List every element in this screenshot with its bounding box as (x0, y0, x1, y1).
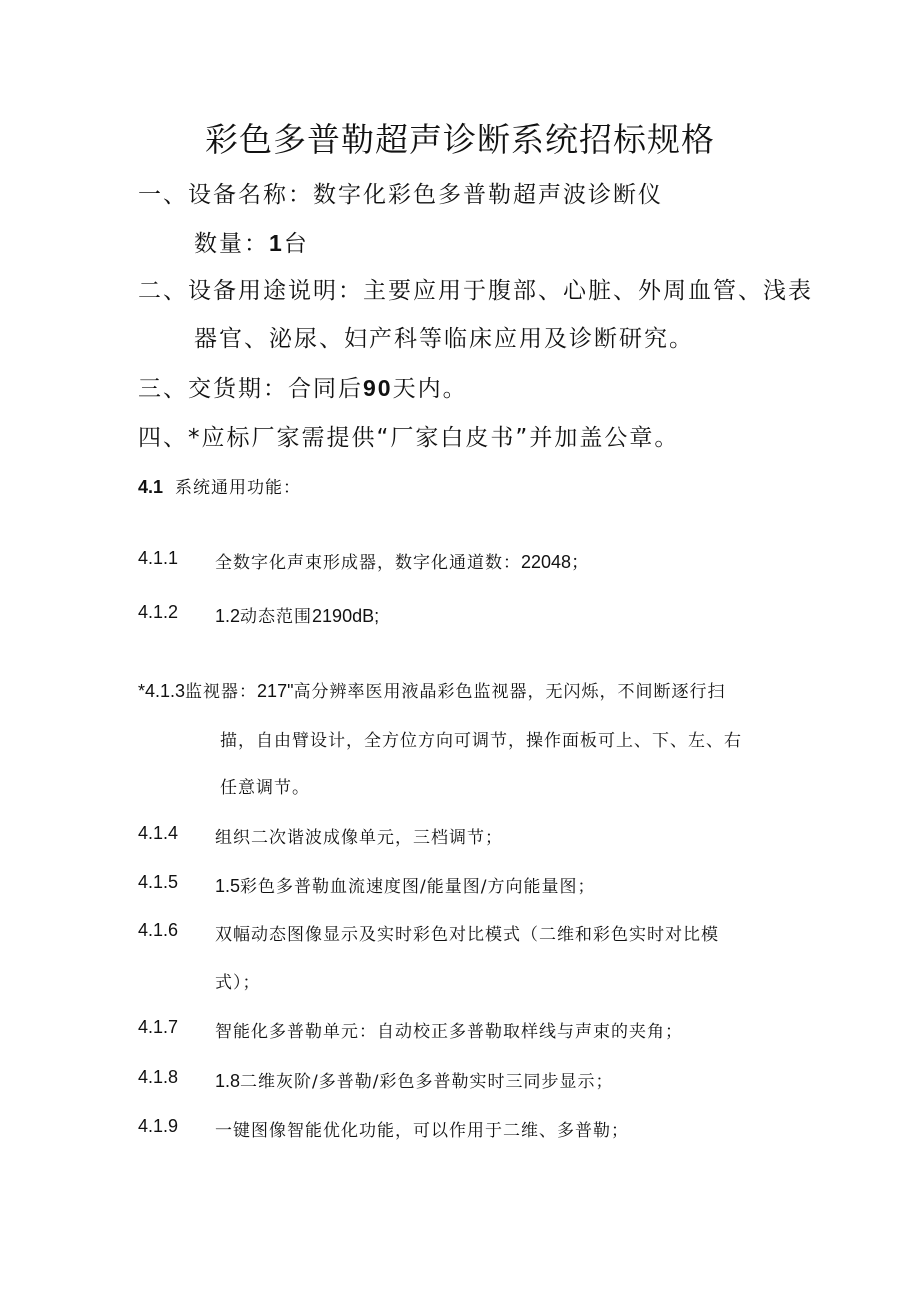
item-text-part: 1.5 (215, 876, 241, 896)
section-quantity (194, 225, 309, 258)
item-text-part: 全数字化声束形成器，数字化通道数： (215, 553, 521, 573)
item-text (215, 1067, 614, 1092)
section-whitepaper: 四、*应标厂家需提供“厂家白皮书”并加盖公章。 (138, 425, 680, 451)
item-number: 4.1.8 (138, 1067, 179, 1087)
item-text: 一键图像智能优化功能，可以作用于二维、多普勒； (215, 1121, 629, 1141)
item-text: 双幅动态图像显示及实时彩色对比模式（二维和彩色实时对比模 (215, 925, 719, 945)
item-number: 4.1.4 (138, 823, 179, 843)
item-text-part: 监视器： (185, 682, 258, 702)
item-text-part: 彩色多普勒血流速度图/能量图/方向能量图； (240, 877, 596, 897)
delivery-label: 三、交货期：合同后 (138, 376, 363, 402)
item-text-part: 动态范围 (240, 607, 313, 627)
quantity-unit: 台 (283, 231, 309, 257)
item-number: 4.1.1 (138, 548, 179, 568)
item-text-continued: 描，自由臂设计，全方位方向可调节，操作面板可上、下、左、右 (220, 731, 742, 751)
subsection-title: 系统通用功能： (175, 478, 302, 498)
item-text-part: 二维灰阶/多普勒/彩色多普勒实时三同步显示； (240, 1072, 614, 1092)
item-number: 4.1.6 (138, 920, 179, 940)
item-text (138, 677, 725, 702)
section-device-name: 一、设备名称：数字化彩色多普勒超声波诊断仪 (138, 182, 663, 208)
item-text-continued: 式）； (215, 973, 261, 993)
item-text-part: 高分辨率医用液晶彩色监视器，无闪烁，不间断逐行扫 (293, 682, 726, 702)
item-text: 智能化多普勒单元：自动校正多普勒取样线与声束的夹角； (215, 1022, 683, 1042)
item-text-part: 1.8 (215, 1071, 241, 1091)
delivery-days: 90 (363, 375, 393, 401)
item-text-part: 217" (257, 681, 294, 701)
item-text: 组织二次谐波成像单元，三档调节； (215, 828, 503, 848)
delivery-unit: 天内。 (392, 376, 468, 402)
section-device-usage-line1: 二、设备用途说明：主要应用于腹部、心脏、外周血管、浅表 (138, 278, 813, 304)
section-device-usage-line2: 器官、泌尿、妇产科等临床应用及诊断研究。 (194, 326, 694, 352)
item-text (215, 548, 589, 574)
quantity-label: 数量： (194, 231, 269, 257)
section-delivery (138, 370, 468, 403)
document-title: 彩色多普勒超声诊断系统招标规格 (205, 120, 715, 159)
item-number: 4.1.2 (138, 602, 179, 622)
item-text (215, 872, 596, 897)
subsection-heading (138, 473, 301, 498)
item-number: *4.1.3 (138, 681, 186, 701)
item-number: 4.1.9 (138, 1116, 179, 1136)
item-number: 4.1.5 (138, 872, 179, 892)
item-text (215, 602, 379, 627)
item-number: 4.1.7 (138, 1017, 179, 1037)
item-text-part: 1.2 (215, 606, 241, 626)
subsection-number: 4.1 (138, 477, 164, 497)
item-text-part: 22048； (521, 552, 590, 572)
quantity-value: 1 (269, 230, 284, 256)
item-text-continued: 任意调节。 (220, 778, 310, 798)
item-text-part: 2190dB; (312, 606, 380, 626)
